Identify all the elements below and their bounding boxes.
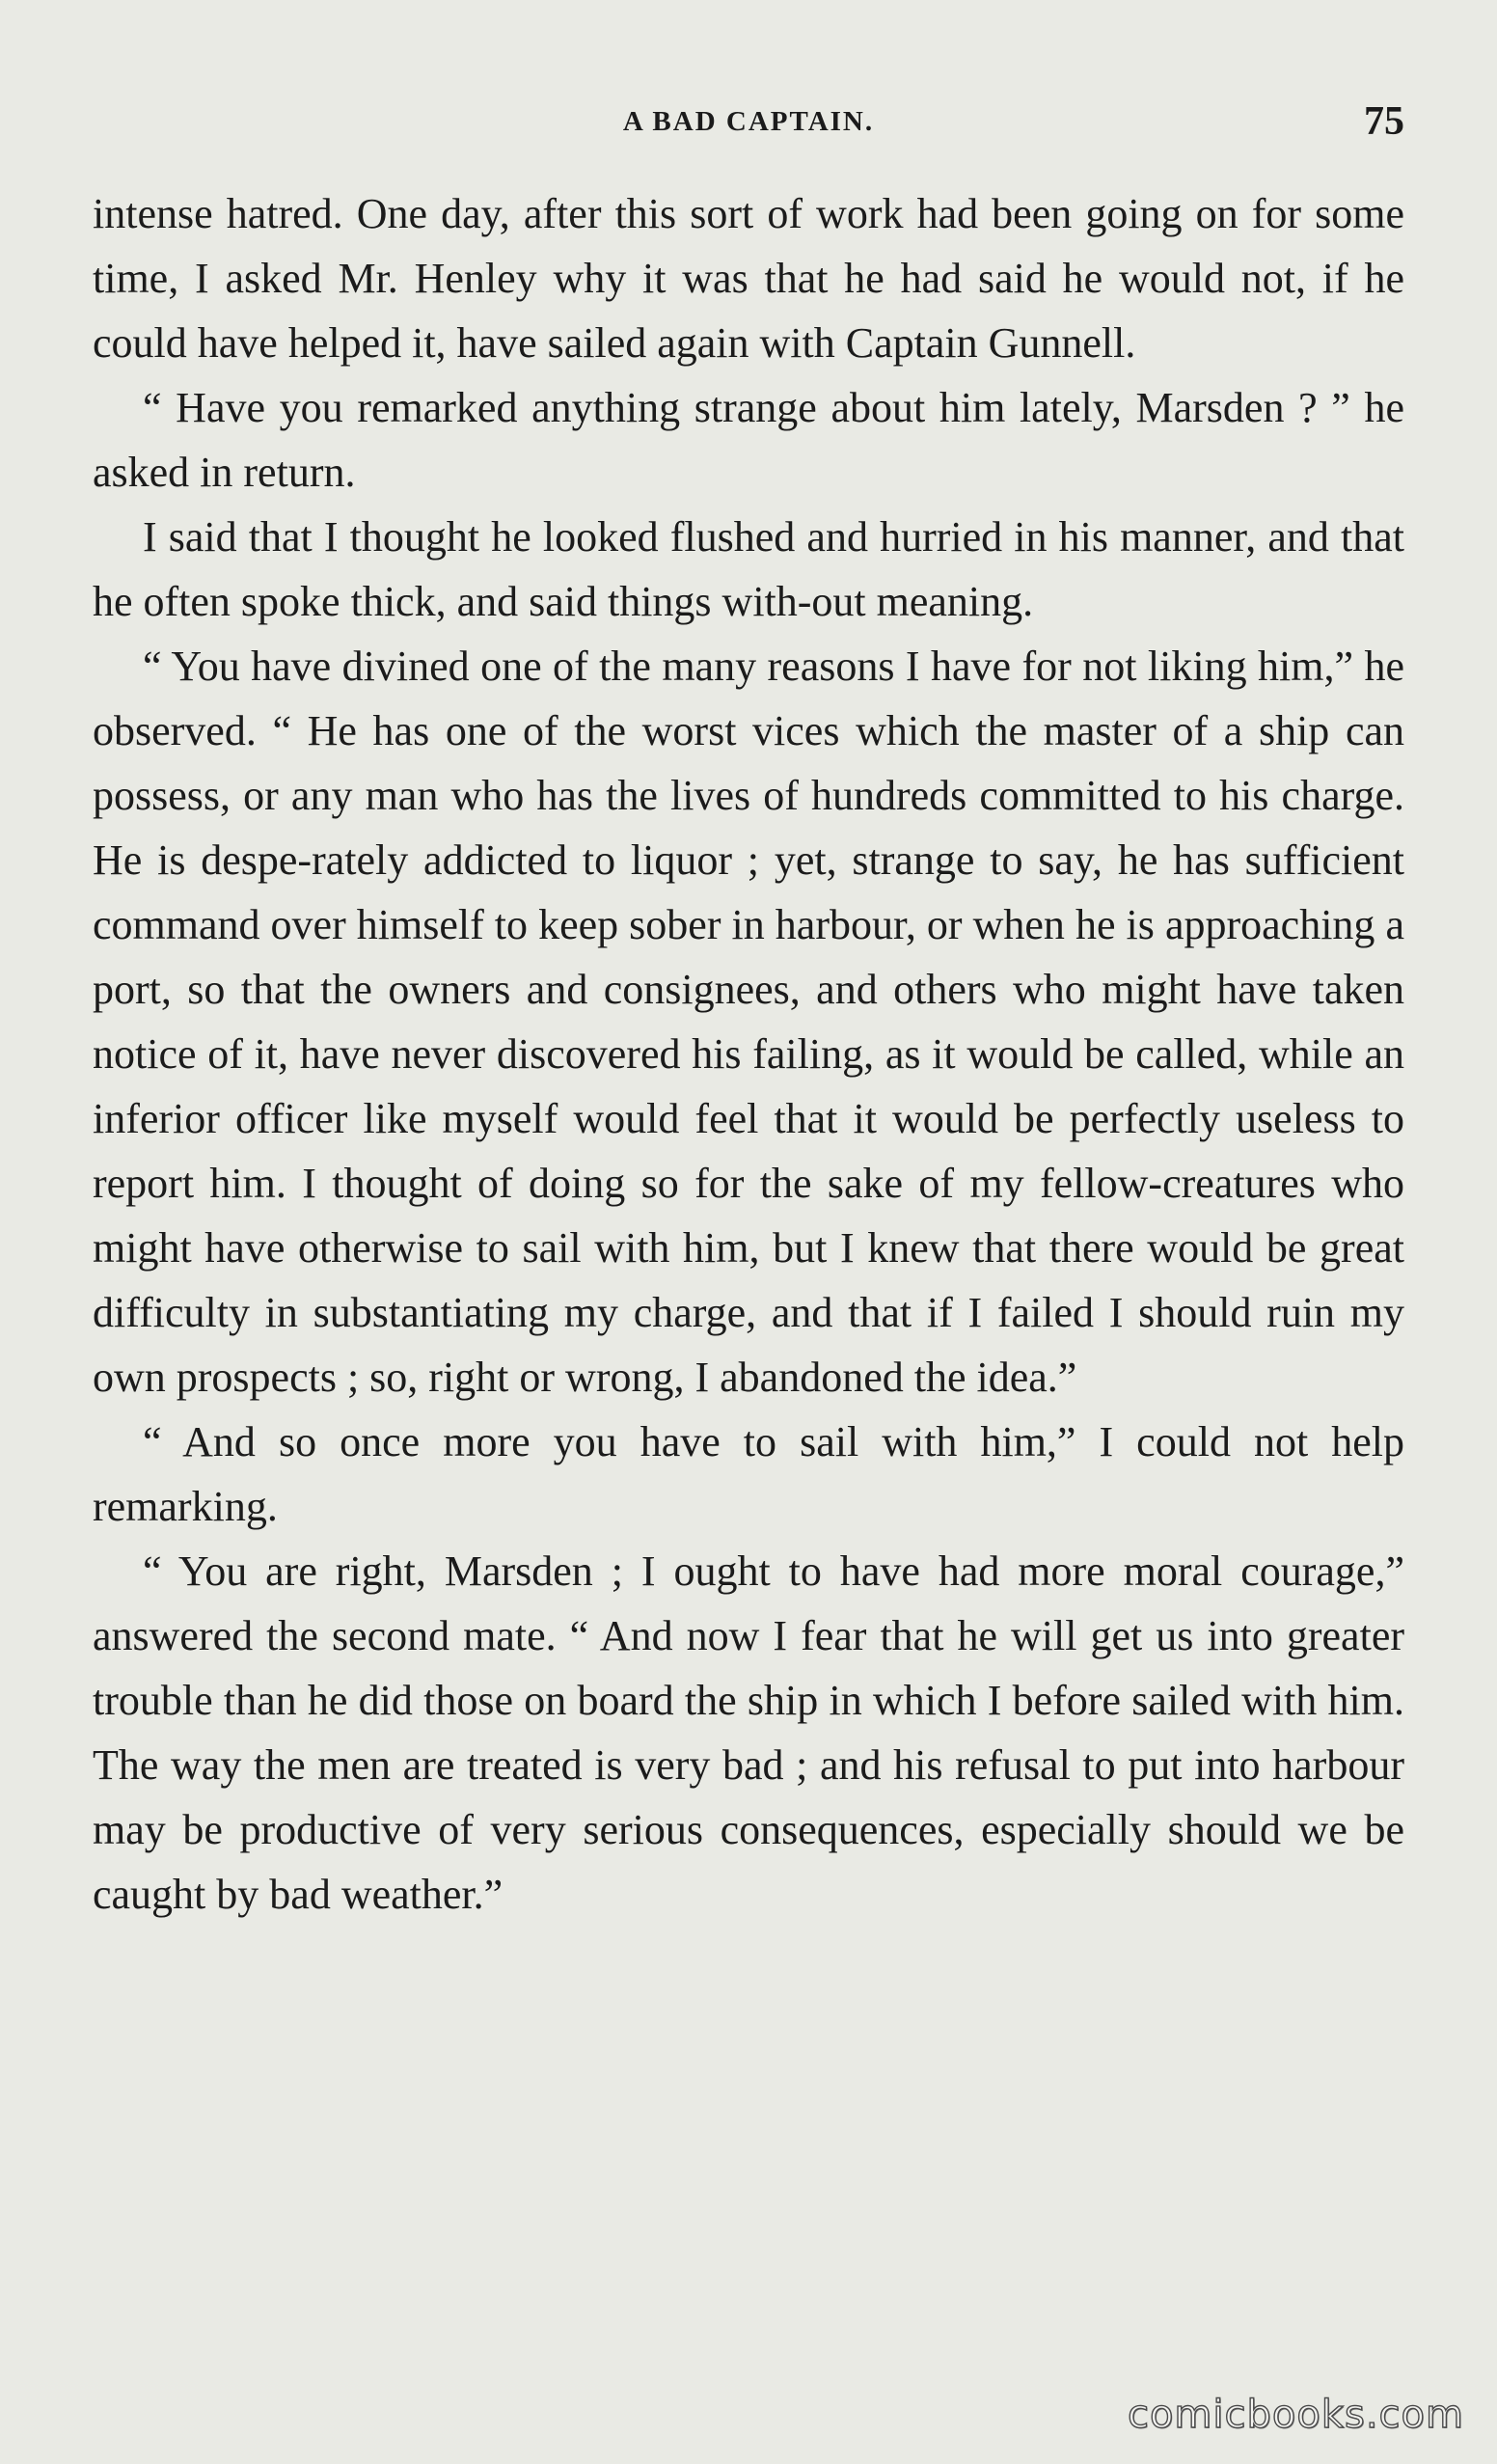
paragraph: “ Have you remarked anything strange about him lately, Marsden ? ” he asked in return. [93,384,1404,496]
paragraph: “ And so once more you have to sail with him,” I could not help remarking. [93,1418,1404,1530]
paragraph: I said that I thought he looked flushed and hurried in his manner, and that he often spoke thick, and said things with-out meaning. [93,513,1404,625]
running-head [93,98,1404,147]
paragraph-continuation: intense hatred. One day, after this sort of work had been going on for some time, I asked Mr. Henley why it was that he had said he would not, if he could have helped it, have sailed again with Captain Gunnell. [93,190,1404,367]
paragraph: “ You have divined one of the many reasons I have for not liking him,” he observed. “ He has one of the worst vices which the master of a ship can possess, or any man who has the lives of hundreds committed to his charge. He is despe-rately addicted to liquor ; yet, strange to say, he has sufficient command over himself to keep sober in harbour, or when he is approaching a port, so that the owners and consignees, and others who might have taken notice of it, have never discovered his failing, as it would be called, while an inferior officer like myself would feel that it would be perfectly useless to report him. I thought of doing so for the sake of my fellow-creatures who might have otherwise to sail with him, but I knew that there would be great difficulty in substantiating my charge, and that if I failed I should ruin my own prospects ; so, right or wrong, I abandoned the idea.” [93,643,1404,1401]
watermark: comicbooks.com [1127,2393,1464,2437]
running-title: A BAD CAPTAIN. [622,106,875,137]
page-number: 75 [1364,99,1404,144]
body-text [93,181,1404,1927]
paragraph: “ You are right, Marsden ; I ought to have had more moral courage,” answered the second mate. “ And now I fear that he will get us into greater trouble than he did those on board the ship in which I before sailed with him. The way the men are treated is very bad ; and his refusal to put into harbour may be productive of very serious consequences, especially should we be caught by bad weather.” [93,1547,1404,1918]
